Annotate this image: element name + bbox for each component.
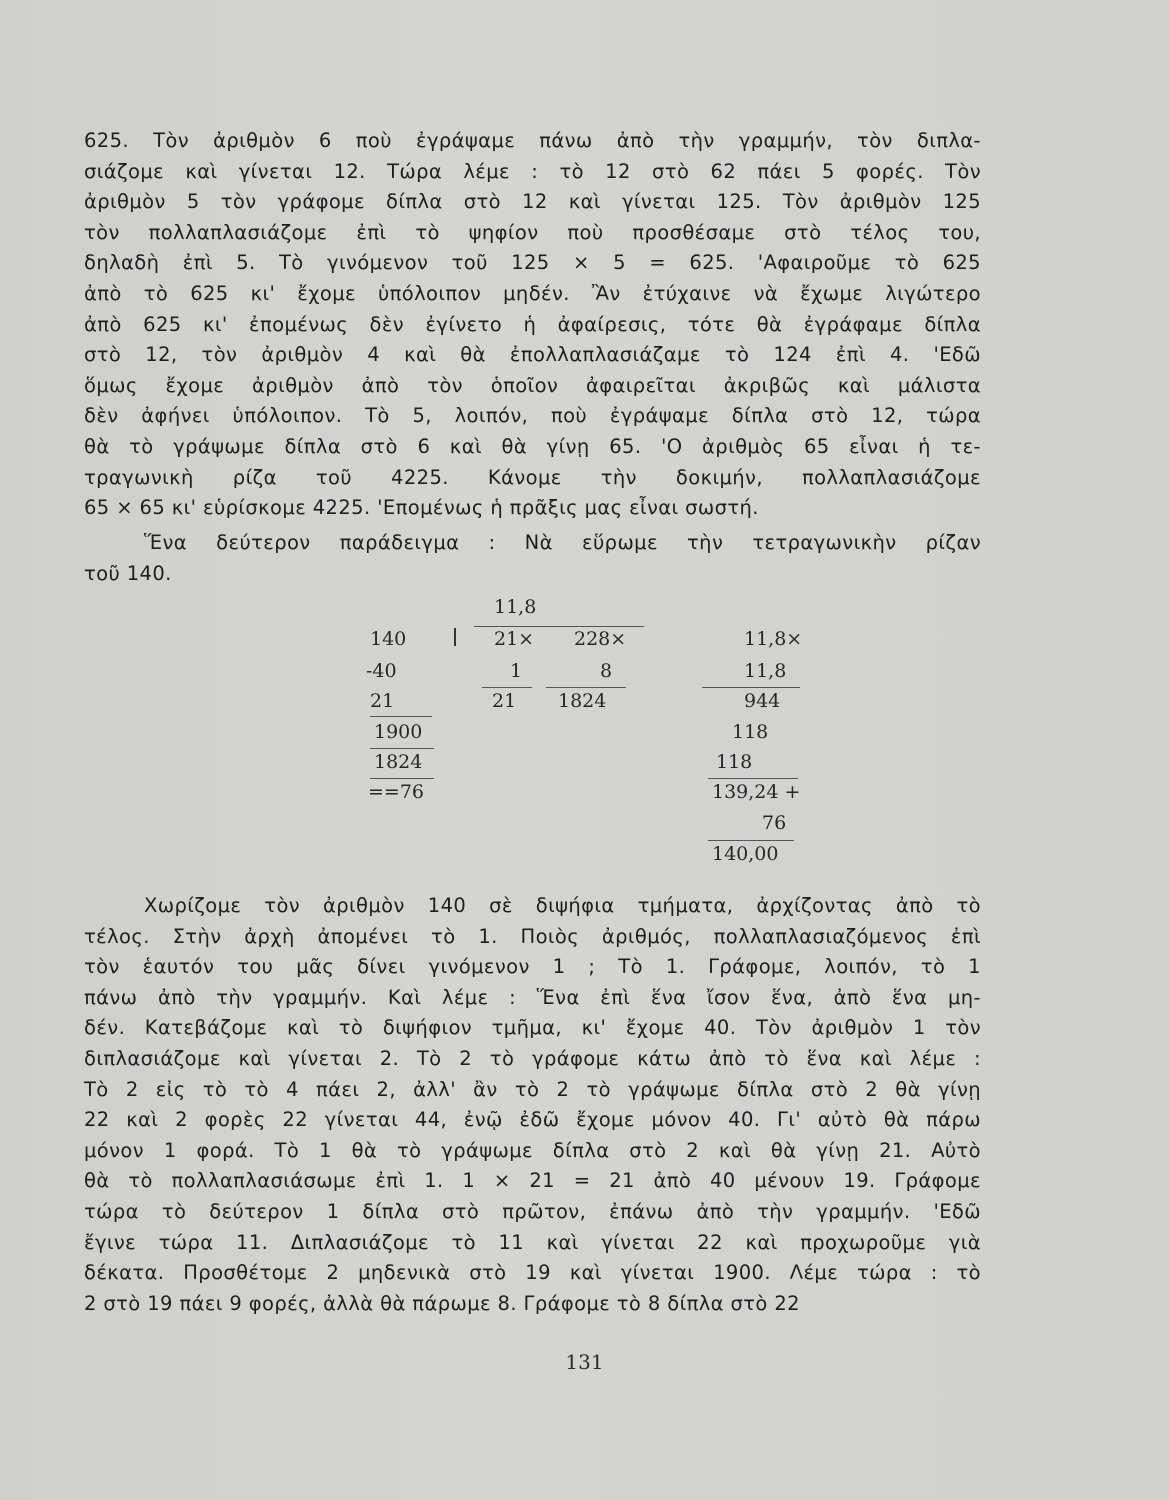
- calc-subtrahend: -40: [366, 660, 397, 682]
- text-line: δηλαδὴ ἐπὶ 5. Τὸ γινόμενον τοῦ 125 × 5 = 625. 'Αφαιροῦμε τὸ 625: [84, 251, 981, 275]
- calc-check-total: 140,00: [712, 843, 779, 865]
- calc-check-factor: 11,8: [744, 660, 787, 682]
- text-line: 625. Τὸν ἀριθμὸν 6 ποὺ ἐγράψαμε πάνω ἀπὸ τὴν γραμμήν, τὸν διπλα-: [84, 129, 981, 152]
- text-line: 22 καὶ 2 φορὲς 22 γίνεται 44, ἐνῷ ἐδῶ ἔχομε μόνον 40. Γι' αὐτὸ θὰ πάρω: [84, 1108, 981, 1132]
- page-number: 131: [565, 1350, 604, 1374]
- calc-step: 1824: [374, 751, 423, 773]
- text-line: δέν. Κατεβάζομε καὶ τὸ διψήφιον τμῆμα, κι' ἔχομε 40. Τὸν ἀριθμὸν 1 τὸν: [84, 1016, 981, 1040]
- text-line: ἀριθμὸν 5 τὸν γράφομε δίπλα στὸ 12 καὶ γίνεται 125. Τὸν ἀριθμὸν 125: [84, 190, 981, 214]
- calc-remainder: ==76: [368, 781, 425, 803]
- text-line: ἀπὸ τὸ 625 κι' ἔχομε ὑπόλοιπον μηδέν. Ἂν ἐτύχαινε νὰ ἔχωμε λιγώτερο: [84, 281, 981, 305]
- calc-rule: [546, 687, 626, 688]
- text-line: δὲν ἀφήνει ὑπόλοιπον. Τὸ 5, λοιπόν, ποὺ ἐγράψαμε δίπλα στὸ 12, τώρα: [84, 404, 981, 428]
- calc-rule: [370, 716, 432, 717]
- text-line: ἔγινε τώρα 11. Διπλασιάζομε τὸ 11 καὶ γίνεται 22 καὶ προχωροῦμε γιὰ: [84, 1230, 981, 1254]
- calc-rule: [708, 778, 798, 779]
- calc-divisor: 21×: [494, 628, 535, 650]
- text-line: ὅμως ἔχομε ἀριθμὸν ἀπὸ τὸν ὁποῖον ἀφαιρεῖται ἀκριβῶς καὶ μάλιστα: [84, 373, 981, 397]
- calc-rule: [702, 687, 800, 688]
- calc-divisor: 228×: [574, 628, 627, 650]
- text-line: Χωρίζομε τὸν ἀριθμὸν 140 σὲ διψήφια τμήματα, ἀρχίζοντας ἀπὸ τὸ: [144, 894, 981, 917]
- text-line: ἀπὸ 625 κι' ἐπομένως δὲν ἐγίνετο ἡ ἀφαίρεσις, τότε θὰ ἐγράφαμε δίπλα: [84, 312, 981, 336]
- paragraph-2: [84, 528, 981, 589]
- paragraph-1: [84, 126, 981, 524]
- text-line: θὰ τὸ γράψωμε δίπλα στὸ 6 καὶ θὰ γίνῃ 65. 'Ο ἀριθμὸς 65 εἶναι ἡ τε-: [84, 434, 981, 458]
- calc-check-sum: 139,24 +: [712, 781, 801, 803]
- text-line: 65 × 65 κι' εὑρίσκομε 4225. 'Επομένως ἡ πρᾶξις μας εἶναι σωστή.: [84, 496, 759, 520]
- calc-root-line: [474, 626, 644, 627]
- text-line: 2 στὸ 19 πάει 9 φορές, ἀλλὰ θὰ πάρωμε 8. Γράφομε τὸ 8 δίπλα στὸ 22: [84, 1291, 800, 1315]
- calc-multiplier: 8: [600, 660, 613, 682]
- calc-rule: [482, 687, 532, 688]
- paragraph-3: [84, 891, 981, 1319]
- calc-radicand: 140: [370, 628, 407, 650]
- calc-step: 21: [370, 690, 395, 712]
- calc-rule: [708, 840, 794, 841]
- text-line: τοῦ 140.: [84, 561, 172, 585]
- calc-product: 21: [492, 690, 517, 712]
- calc-check-partial: 944: [744, 690, 781, 712]
- text-line: μόνον 1 φορά. Τὸ 1 θὰ τὸ γράψωμε δίπλα στὸ 2 καὶ θὰ γίνῃ 21. Αὐτὸ: [84, 1138, 981, 1162]
- text-line: σιάζομε καὶ γίνεται 12. Τώρα λέμε : τὸ 12 στὸ 62 πάει 5 φορές. Τὸν: [84, 159, 981, 183]
- calc-root-result: 11,8: [494, 596, 537, 618]
- text-line: τέλος. Στὴν ἀρχὴ ἀπομένει τὸ 1. Ποιὸς ἀριθμός, πολλαπλασιαζόμενος ἐπὶ: [84, 924, 981, 948]
- text-line: πάνω ἀπὸ τὴν γραμμήν. Καὶ λέμε : Ἕνα ἐπὶ ἕνα ἴσον ἕνα, ἀπὸ ἕνα μη-: [84, 985, 981, 1009]
- text-line: τώρα τὸ δεύτερον 1 δίπλα στὸ πρῶτον, ἐπάνω ἀπὸ τὴν γραμμήν. 'Εδῶ: [84, 1199, 981, 1223]
- text-line: στὸ 12, τὸν ἀριθμὸν 4 καὶ θὰ ἐπολλαπλασιάζαμε τὸ 124 ἐπὶ 4. 'Εδῶ: [84, 343, 981, 367]
- calc-multiplier: 1: [510, 660, 523, 682]
- calc-rule: [370, 778, 434, 779]
- calc-check-partial: 118: [716, 751, 753, 773]
- calc-check-factor: 11,8×: [744, 628, 803, 650]
- calc-check-partial: 118: [732, 721, 769, 743]
- text-line: Ἕνα δεύτερον παράδειγμα : Νὰ εὕρωμε τὴν τετραγωνικὴν ρίζαν: [144, 531, 981, 554]
- calc-product: 1824: [558, 690, 607, 712]
- text-line: τραγωνικὴ ρίζα τοῦ 4225. Κάνομε τὴν δοκιμήν, πολλαπλασιάζομε: [84, 465, 981, 489]
- calc-rule: [370, 748, 434, 749]
- text-line: θὰ τὸ πολλαπλασιάσωμε ἐπὶ 1. 1 × 21 = 21 ἀπὸ 40 μένουν 19. Γράφομε: [84, 1169, 981, 1193]
- text-line: διπλασιάζομε καὶ γίνεται 2. Τὸ 2 τὸ γράφομε κάτω ἀπὸ τὸ ἕνα καὶ λέμε :: [84, 1046, 981, 1070]
- text-line: τὸν πολλαπλασιάζομε ἐπὶ τὸ ψηφίον ποὺ προσθέσαμε στὸ τέλος του,: [84, 220, 981, 244]
- text-line: τὸν ἑαυτόν του μᾶς δίνει γινόμενον 1 ; Τὸ 1. Γράφομε, λοιπόν, τὸ 1: [84, 955, 981, 979]
- calc-divider: [454, 628, 456, 646]
- calc-check-remainder: 76: [762, 812, 787, 834]
- calc-step: 1900: [374, 721, 423, 743]
- text-line: Τὸ 2 εἰς τὸ τὸ 4 πάει 2, ἀλλ' ἂν τὸ 2 τὸ γράψωμε δίπλα στὸ 2 θὰ γίνῃ: [84, 1077, 981, 1101]
- text-line: δέκατα. Προσθέτομε 2 μηδενικὰ στὸ 19 καὶ γίνεται 1900. Λέμε τώρα : τὸ: [84, 1261, 981, 1285]
